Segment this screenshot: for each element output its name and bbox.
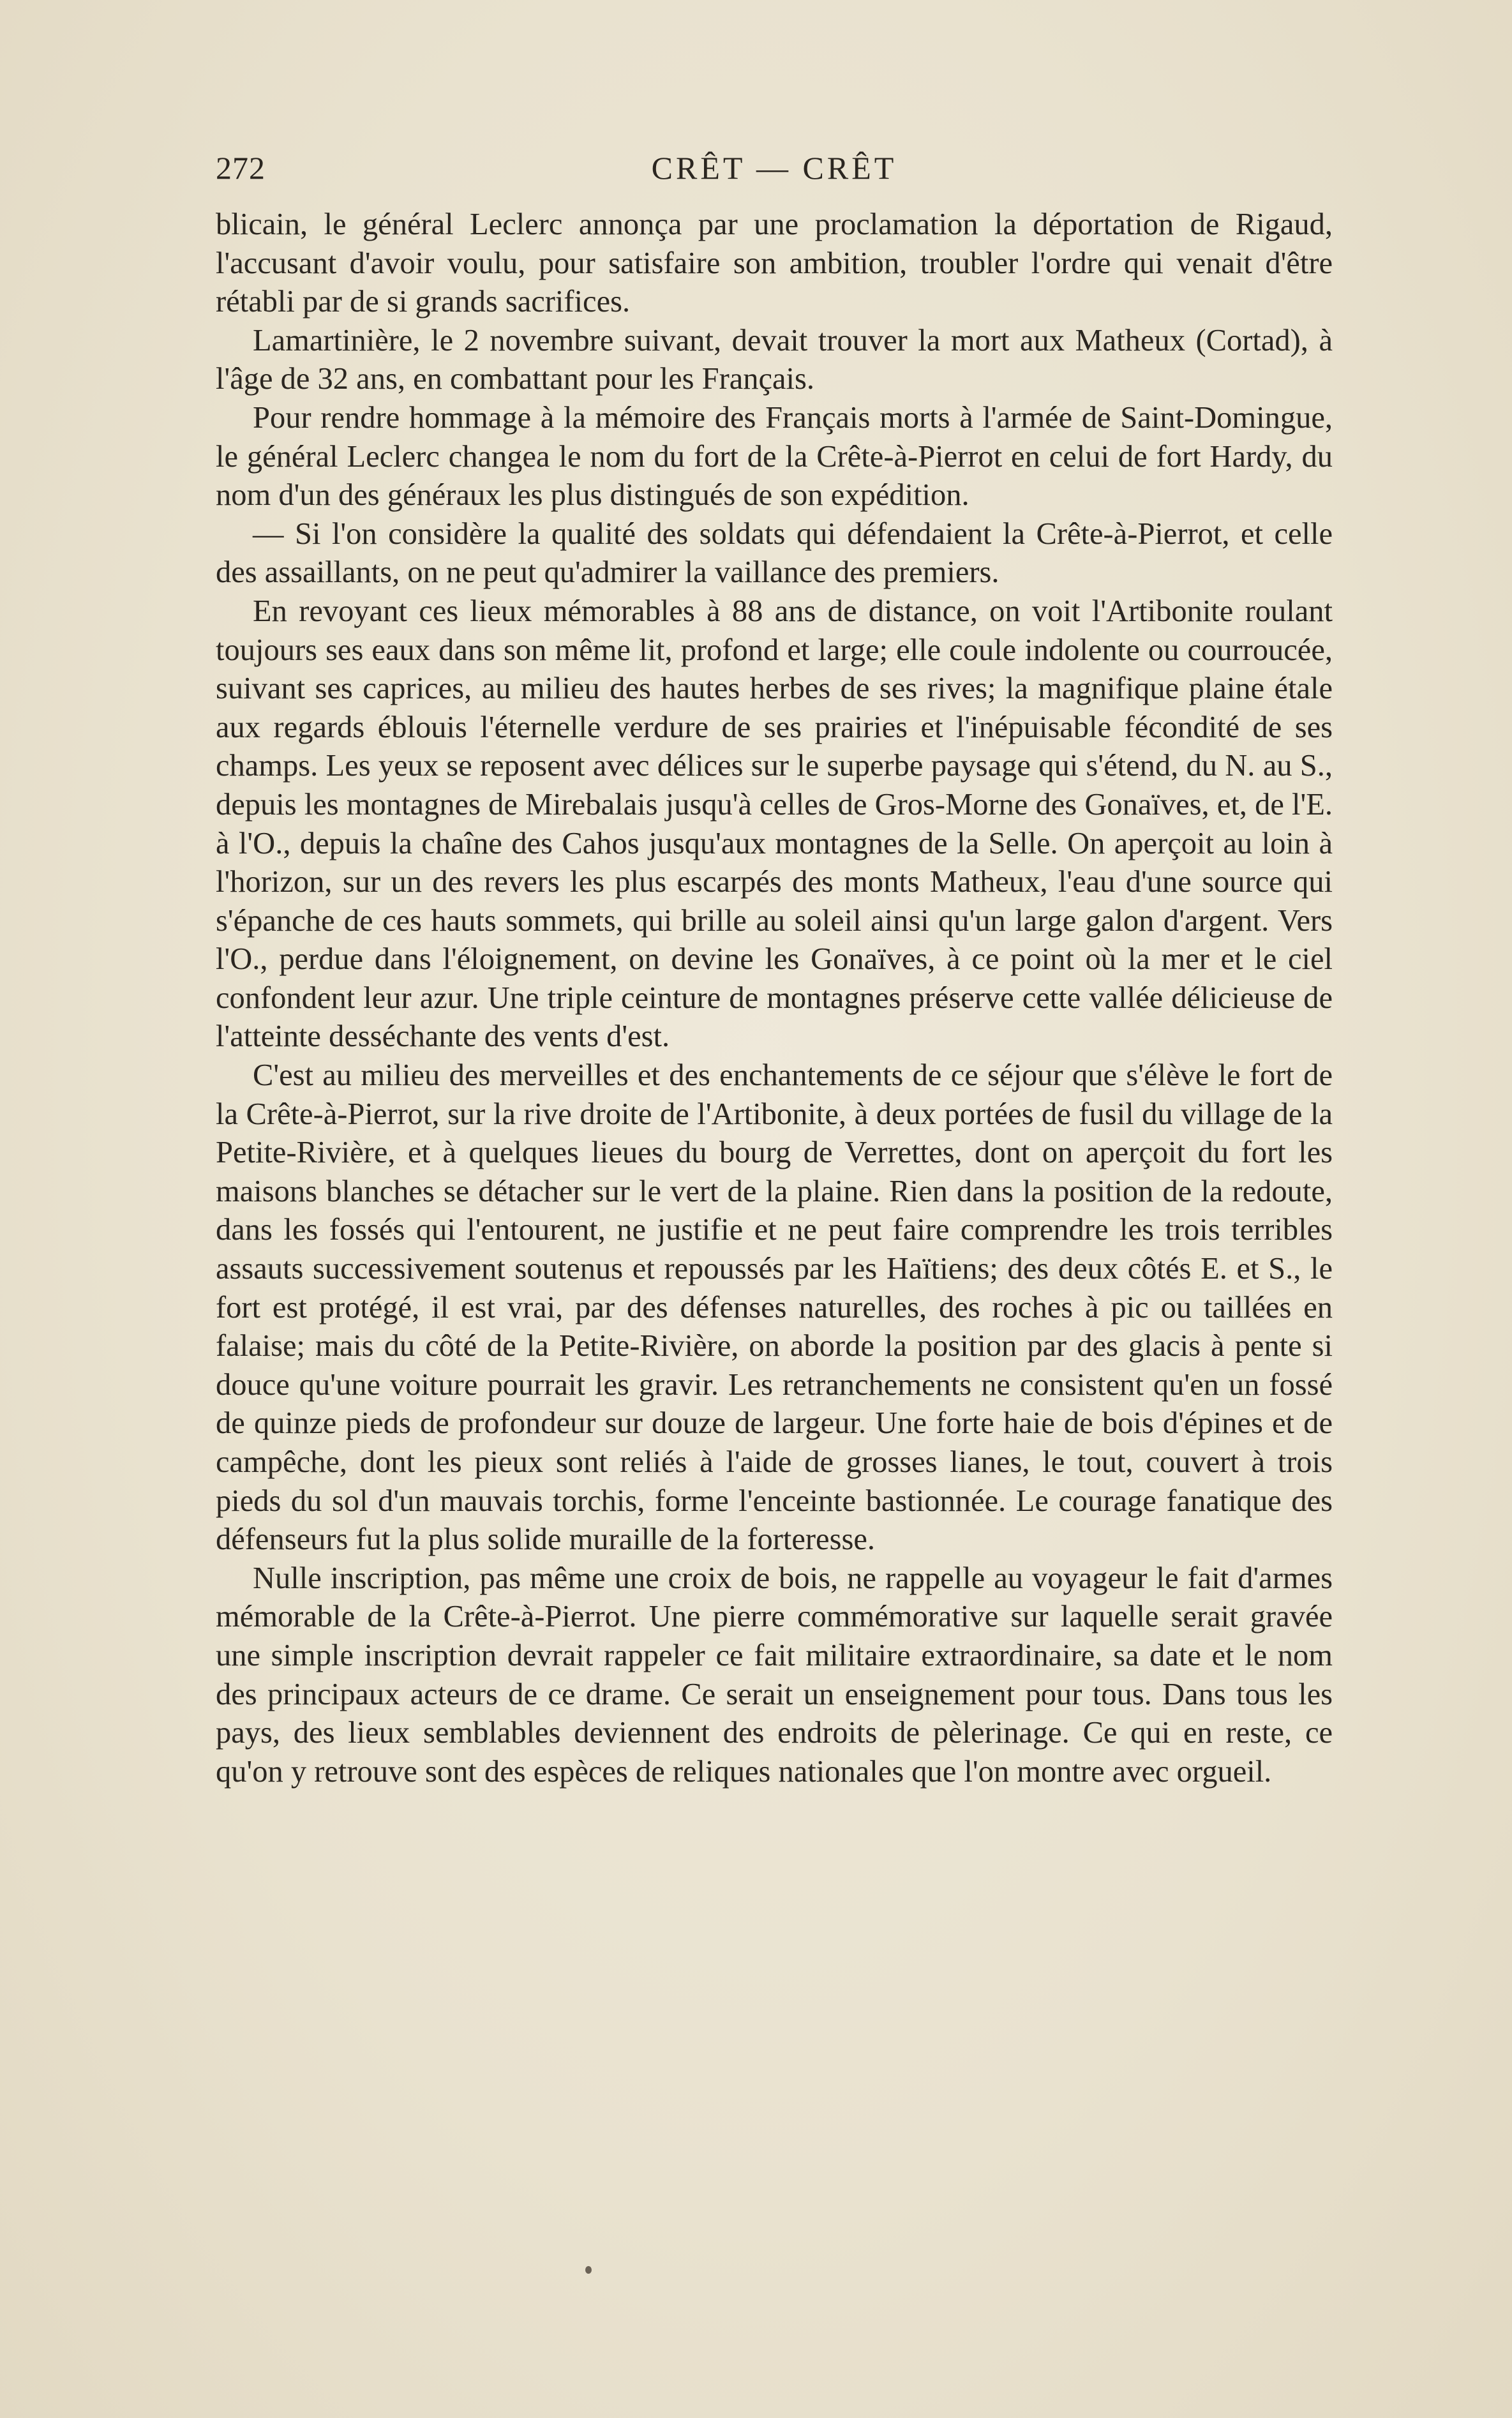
- paragraph-vaillance: — Si l'on considère la qualité des soldats qui défendaient la Crête-à-Pierrot, et celle des assaillants, on ne peut qu'admirer la vaillance des premiers.: [216, 516, 1333, 590]
- paragraph-fort-description: C'est au milieu des merveilles et des enchantements de ce séjour que s'élève le fort de la Crête-à-Pierrot, sur la rive droite de l'Artibonite, à deux portées de fusil du village de la Petite-Rivière, et à quelques lieues du bourg de Verrettes, dont on aperçoit du fort les maisons blanches se détacher sur le vert de la plaine. Rien dans la position de la redoute, dans les fossés qui l'entourent, ne justifie et ne peut faire comprendre les trois terribles assauts successivement soutenus et repoussés par les Haïtiens; des deux côtés E. et S., le fort est protégé, il est vrai, par des défenses naturelles, des roches à pic ou taillées en falaise; mais du côté de la Petite-Rivière, on aborde la position par des glacis à pente si douce qu'une voiture pourrait les gravir. Les retranchements ne consistent qu'en un fossé de quinze pieds de profondeur sur douze de largeur. Une forte haie de bois d'épines et de campêche, dont les pieux sont reliés à l'aide de grosses lianes, le tout, couvert à trois pieds du sol d'un mauvais torchis, forme l'enceinte bastionnée. Le courage fanatique des défenseurs fut la plus solide muraille de la forteresse.: [216, 1058, 1333, 1557]
- paragraph-fort-hardy: Pour rendre hommage à la mémoire des Français morts à l'armée de Saint-Domingue, le général Leclerc changea le nom du fort de la Crête-à-Pierrot en celui de fort Hardy, du nom d'un des généraux les plus distingués de son expédition.: [216, 400, 1333, 513]
- running-head: CRÊT — CRÊT: [651, 150, 897, 186]
- paragraph-continuation: blicain, le général Leclerc annonça par une proclamation la déportation de Rigaud, l'accusant d'avoir voulu, pour satisfaire son ambition, troubler l'ordre qui venait d'être rétabli par de si grands sacrifices.: [216, 207, 1333, 319]
- ink-speck: [585, 2266, 592, 2274]
- paragraph-paysage: En revoyant ces lieux mémorables à 88 ans de distance, on voit l'Artibonite roulant toujours ses eaux dans son même lit, profond et large; elle coule indolente ou courroucée, suivant ses caprices, au milieu des hautes herbes de ses rives; la magnifique plaine étale aux regards éblouis l'éternelle verdure de ses prairies et l'inépuisable fécondité de ses champs. Les yeux se reposent avec délices sur le superbe paysage qui s'étend, du N. au S., depuis les montagnes de Mirebalais jusqu'à celles de Gros-Morne des Gonaïves, et, de l'E. à l'O., depuis la chaîne des Cahos jusqu'aux montagnes de la Selle. On aperçoit au loin à l'horizon, sur un des revers les plus escarpés des monts Matheux, l'eau d'une source qui s'épanche de ces hauts sommets, qui brille au soleil ainsi qu'un large galon d'argent. Vers l'O., perdue dans l'éloignement, on devine les Gonaïves, à ce point où la mer et le ciel confondent leur azur. Une triple ceinture de montagnes préserve cette vallée délicieuse de l'atteinte desséchante des vents d'est.: [216, 594, 1333, 1054]
- body-text: [216, 206, 1333, 1791]
- page-number: 272: [216, 150, 266, 186]
- paragraph-inscription: Nulle inscription, pas même une croix de bois, ne rappelle au voyageur le fait d'armes mémorable de la Crête-à-Pierrot. Une pierre commémorative sur laquelle serait gravée une simple inscription devrait rappeler ce fait militaire extraordinaire, sa date et le nom des principaux acteurs de ce drame. Ce serait un enseignement pour tous. Dans tous les pays, des lieux semblables deviennent des endroits de pèlerinage. Ce qui en reste, ce qu'on y retrouve sont des espèces de reliques nationales que l'on montre avec orgueil.: [216, 1561, 1333, 1789]
- paragraph-lamartiniere: Lamartinière, le 2 novembre suivant, devait trouver la mort aux Matheux (Cortad), à l'âge de 32 ans, en combattant pour les Français.: [216, 323, 1333, 396]
- page-header: [216, 142, 1333, 193]
